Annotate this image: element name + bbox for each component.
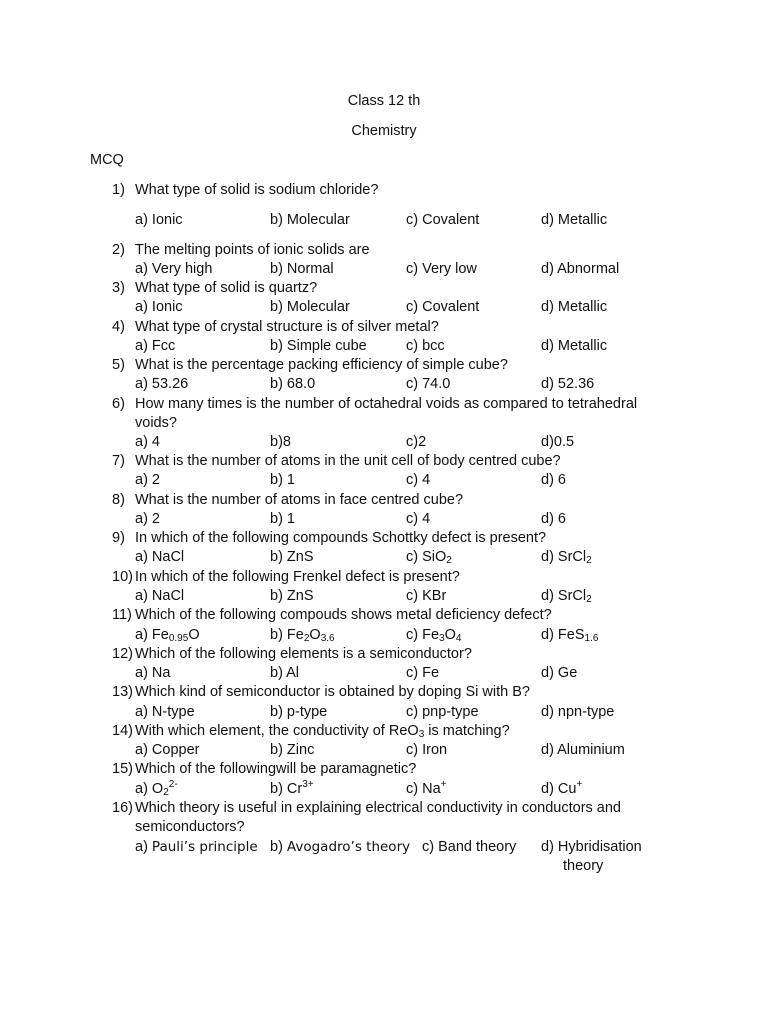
question-number: 11) — [112, 607, 132, 623]
option-d: d) Aluminium — [541, 742, 625, 758]
option-d-base: d) FeS — [541, 627, 585, 643]
option-c-superscript: + — [440, 779, 447, 790]
question-text: In which of the following Frenkel defect is present? — [135, 569, 460, 585]
question-number: 1) — [112, 182, 125, 198]
option-b-subscript-2: 3.6 — [320, 633, 335, 644]
question-text: Which of the following elements is a semiconductor? — [135, 646, 472, 662]
option-a: a) 4 — [135, 434, 160, 450]
option-d-base: d) SrCl — [541, 588, 587, 604]
option-d — [541, 781, 582, 797]
option-c-base: c) SiO — [406, 549, 447, 565]
question-text: Which of the following compouds shows metal deficiency defect? — [135, 607, 552, 623]
option-a: a) NaCl — [135, 588, 185, 604]
option-d: d) Hybridisation — [541, 839, 642, 855]
option-b: b) Zinc — [270, 742, 315, 758]
question-number: 16) — [112, 800, 133, 816]
option-d-continued: theory — [563, 858, 604, 874]
option-d-superscript: + — [576, 779, 583, 790]
option-a-text: Pauli’s principle — [151, 839, 258, 855]
option-a: a) NaCl — [135, 549, 185, 565]
option-b: b) 1 — [270, 511, 295, 527]
option-b-base: b) — [270, 839, 287, 855]
option-b-subscript-1: 2 — [303, 633, 310, 644]
option-a: a) Ionic — [135, 299, 183, 315]
subject-title: Chemistry — [351, 123, 417, 139]
option-d: d) 52.36 — [541, 376, 595, 392]
question-text-continued: voids? — [135, 415, 177, 431]
option-c — [406, 781, 447, 797]
question-number: 13) — [112, 684, 133, 700]
question-text-tail: is matching? — [424, 723, 510, 739]
option-a — [135, 781, 178, 797]
option-a-base: a) Fe — [135, 627, 169, 643]
option-c-base: c) Fe — [406, 627, 440, 643]
question-number: 6) — [112, 396, 125, 412]
option-a: a) Very high — [135, 261, 213, 277]
class-title: Class 12 th — [347, 93, 421, 109]
option-c: c) KBr — [406, 588, 447, 604]
option-a: a) 2 — [135, 511, 160, 527]
question-text: How many times is the number of octahedral voids as compared to tetrahedral — [135, 396, 638, 412]
option-a: a) 53.26 — [135, 376, 189, 392]
question-text: What type of solid is quartz? — [135, 280, 318, 296]
option-b-base: b) Fe — [270, 627, 304, 643]
option-a — [135, 839, 258, 855]
option-d-base: d) Cu — [541, 781, 577, 797]
option-c — [406, 627, 461, 643]
option-c-subscript: 2 — [446, 555, 452, 566]
option-b: b) Normal — [270, 261, 334, 277]
option-c-mid: O — [444, 627, 456, 643]
question-text: Which of the followingwill be paramagnetic? — [135, 761, 417, 777]
option-b — [270, 627, 335, 643]
option-d-subscript: 2 — [586, 555, 592, 566]
question-number: 3) — [112, 280, 125, 296]
option-d: d) Metallic — [541, 338, 608, 354]
option-d: d) 6 — [541, 511, 566, 527]
option-d — [541, 549, 592, 565]
option-c-base: c) Na — [406, 781, 441, 797]
option-b — [270, 781, 314, 797]
question-text-continued: semiconductors? — [135, 819, 245, 835]
question-text: What type of crystal structure is of silver metal? — [135, 319, 439, 335]
option-a-subscript: 0.95 — [168, 633, 189, 644]
option-a-base: a) — [135, 839, 152, 855]
question-number: 2) — [112, 242, 125, 258]
option-c: c) 4 — [406, 472, 431, 488]
question-number: 10) — [112, 569, 133, 585]
option-d: d)0.5 — [541, 434, 575, 450]
option-d — [541, 627, 598, 643]
option-c — [406, 549, 452, 565]
question-number: 14) — [112, 723, 133, 739]
option-d: d) Abnormal — [541, 261, 620, 277]
option-d: d) npn-type — [541, 704, 615, 720]
option-b: b) ZnS — [270, 549, 314, 565]
option-c-subscript-1: 3 — [439, 633, 445, 644]
option-b: b) 1 — [270, 472, 295, 488]
option-d-subscript: 1.6 — [584, 633, 599, 644]
option-c: c) Very low — [406, 261, 477, 277]
option-d: d) 6 — [541, 472, 566, 488]
question-text: What is the percentage packing efficiency of simple cube? — [135, 357, 508, 373]
option-b: b) Molecular — [270, 212, 350, 228]
option-d: d) Metallic — [541, 299, 608, 315]
option-a: a) Fcc — [135, 338, 176, 354]
question-text: Which kind of semiconductor is obtained by doping Si with B? — [135, 684, 530, 700]
question-text: What is the number of atoms in face centred cube? — [135, 492, 464, 508]
option-d-subscript: 2 — [586, 594, 592, 605]
question-text: The melting points of ionic solids are — [135, 242, 370, 258]
question-number: 5) — [112, 357, 125, 373]
option-c: c) 74.0 — [406, 376, 451, 392]
question-number: 12) — [112, 646, 133, 662]
option-b: b) ZnS — [270, 588, 314, 604]
option-b: b) Simple cube — [270, 338, 367, 354]
option-b: b) 68.0 — [270, 376, 316, 392]
option-b: b) Molecular — [270, 299, 350, 315]
question-text-main: With which element, the conductivity of ReO — [135, 723, 419, 739]
option-c: c) pnp-type — [406, 704, 479, 720]
option-c: c) bcc — [406, 338, 445, 354]
option-a: a) N-type — [135, 704, 195, 720]
option-c: c)2 — [406, 434, 427, 450]
question-text: What is the number of atoms in the unit cell of body centred cube? — [135, 453, 561, 469]
question-number: 7) — [112, 453, 125, 469]
section-label: MCQ — [90, 152, 124, 168]
option-b-mid: O — [309, 627, 321, 643]
option-b: b) Al — [270, 665, 300, 681]
option-a-base: a) O — [135, 781, 164, 797]
option-c: c) Band theory — [422, 839, 517, 855]
option-a-superscript: 2- — [168, 779, 178, 790]
question-number: 15) — [112, 761, 133, 777]
option-c-subscript-2: 4 — [455, 633, 462, 644]
question-number: 8) — [112, 492, 125, 508]
option-a — [135, 627, 200, 643]
question-text-subscript: 3 — [418, 729, 425, 740]
option-c: c) Fe — [406, 665, 440, 681]
option-c: c) 4 — [406, 511, 431, 527]
question-text: Which theory is useful in explaining electrical conductivity in conductors and — [135, 800, 621, 816]
option-a: a) Ionic — [135, 212, 183, 228]
option-c: c) Iron — [406, 742, 448, 758]
option-b: b) p-type — [270, 704, 328, 720]
option-a-subscript: 2 — [163, 787, 169, 798]
option-d — [541, 588, 592, 604]
option-b-superscript: 3+ — [302, 779, 314, 790]
option-d: d) Metallic — [541, 212, 608, 228]
option-b — [270, 839, 410, 855]
option-a: a) Copper — [135, 742, 200, 758]
option-c: c) Covalent — [406, 212, 480, 228]
question-text — [135, 723, 510, 739]
question-number: 9) — [112, 530, 125, 546]
question-number: 4) — [112, 319, 125, 335]
option-b: b)8 — [270, 434, 291, 450]
option-a-tail: O — [188, 627, 200, 643]
option-a: a) 2 — [135, 472, 160, 488]
question-text: What type of solid is sodium chloride? — [135, 182, 379, 198]
option-d: d) Ge — [541, 665, 578, 681]
option-c: c) Covalent — [406, 299, 480, 315]
option-d-base: d) SrCl — [541, 549, 587, 565]
question-text: In which of the following compounds Schottky defect is present? — [135, 530, 547, 546]
option-b-base: b) Cr — [270, 781, 303, 797]
option-a: a) Na — [135, 665, 171, 681]
option-b-text: Avogadro’s theory — [286, 839, 411, 855]
